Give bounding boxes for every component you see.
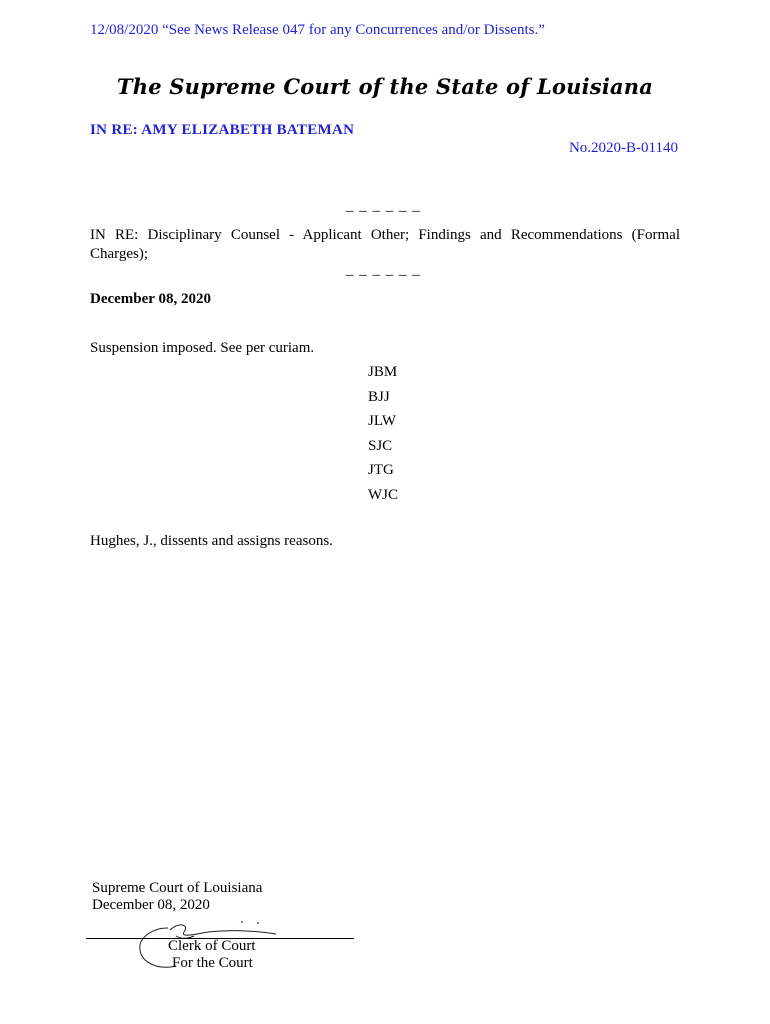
justice-initials: WJC bbox=[368, 486, 398, 503]
case-description: IN RE: Disciplinary Counsel - Applicant Other; Findings and Recommendations (Formal Charges); bbox=[90, 227, 680, 262]
justices-list bbox=[368, 363, 398, 510]
justice-initials: JTG bbox=[368, 462, 394, 478]
court-title: The Supreme Court of the State of Louisiana bbox=[116, 74, 654, 99]
docket-number: No.2020-B-01140 bbox=[568, 140, 678, 156]
dissent-note: Hughes, J., dissents and assigns reasons. bbox=[90, 533, 333, 549]
decision-date: December 08, 2020 bbox=[90, 291, 211, 307]
clerk-subtitle: For the Court bbox=[172, 955, 253, 971]
justice-initials: BJJ bbox=[368, 388, 390, 405]
separator-top: _ _ _ _ _ _ bbox=[346, 198, 421, 214]
news-release-note: 12/08/2020 “See News Release 047 for any Concurrences and/or Dissents.” bbox=[90, 22, 545, 38]
justice-initials: JLW bbox=[368, 413, 397, 429]
signature-court-name: Supreme Court of Louisiana bbox=[92, 880, 263, 896]
justice-initials: SJC bbox=[368, 437, 393, 454]
disposition-text: Suspension imposed. See per curiam. bbox=[90, 340, 315, 356]
signature-date: December 08, 2020 bbox=[92, 897, 210, 913]
clerk-title: Clerk of Court bbox=[168, 938, 256, 954]
case-caption: IN RE: AMY ELIZABETH BATEMAN bbox=[90, 122, 355, 138]
justice-initials: JBM bbox=[368, 364, 398, 380]
separator-bottom: _ _ _ _ _ _ bbox=[346, 262, 421, 278]
